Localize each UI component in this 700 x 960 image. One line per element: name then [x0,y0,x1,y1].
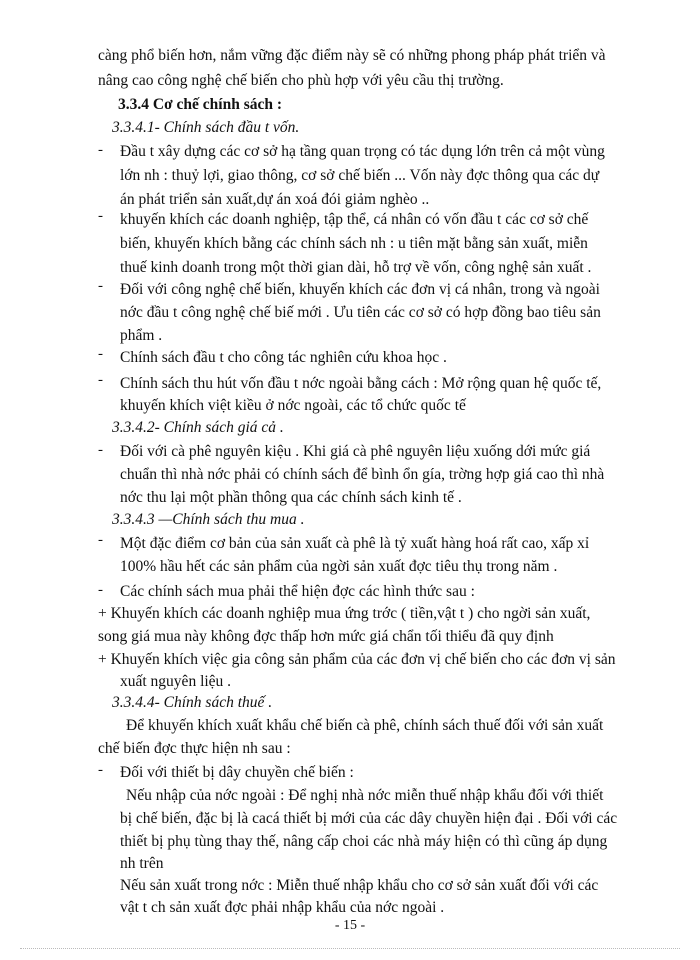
section-heading: 3.3.4 Cơ chế chính sách : [118,96,283,113]
body-line: song giá mua này không đợc thấp hơn mức giá chẩn tối thiểu đã quy định [98,628,554,645]
body-line: án phát triển sản xuất,dự án xoá đói giảm nghèo .. [120,191,430,208]
body-line: Một đặc điểm cơ bản của sản xuất cà phê là tỷ xuất hàng hoá rất cao, xấp xỉ [120,535,590,552]
body-line: + Khuyến khích việc gia công sản phẩm của các đơn vị chế biến cho các đơn vị sản [98,651,616,668]
body-line: thiết bị phụ tùng thay thế, nâng cấp choi các nhà máy hiện có thì cũng áp dụng [120,833,608,850]
body-line: Đối với thiết bị dây chuyền chế biến : [120,764,354,781]
body-line: Đối với cà phê nguyên kiệu . Khi giá cà phê nguyên liệu xuống dới mức giá [120,443,591,460]
body-line: lớn nh : thuỷ lợi, giao thông, cơ sở chế biến ... Vốn này đợc thông qua các dự [120,167,600,184]
body-line: + Khuyến khích các doanh nghiệp mua ứng trớc ( tiền,vật t ) cho ngời sản xuất, [98,605,591,622]
body-line: xuất nguyên liệu . [120,673,232,690]
body-line: Nếu nhập của nớc ngoài : Để nghị nhà nớc miễn thuế nhập khẩu đối với thiết [126,787,604,804]
body-line: thuế kinh doanh trong một thời gian dài, hỗ trợ về vốn, công nghệ sản xuất . [120,259,592,276]
body-line: Đối với công nghệ chế biến, khuyến khích các đơn vị cá nhân, trong và ngoài [120,281,600,298]
bullet-dash: - [98,142,103,158]
body-line: Đầu t xây dựng các cơ sở hạ tầng quan trọng có tác dụng lớn trên cả một vùng [120,143,605,160]
body-line: Để khuyến khích xuất khẩu chế biến cà phê, chính sách thuế đối với sản xuất [126,717,604,734]
body-line: Chính sách đầu t cho công tác nghiên cứu khoa học . [120,349,447,366]
page-bottom-rule [20,948,680,949]
bullet-dash: - [98,208,103,224]
subsection-heading: 3.3.4.1- Chính sách đầu t vốn. [112,119,300,136]
body-line: Các chính sách mua phải thể hiện đợc các hình thức sau : [120,583,475,600]
bullet-dash: - [98,762,103,778]
subsection-heading: 3.3.4.2- Chính sách giá cả . [112,419,284,436]
body-line: chuẩn thì nhà nớc phải có chính sách để bình ổn gía, trờng hợp giá cao thì nhà [120,466,605,483]
subsection-heading: 3.3.4.4- Chính sách thuế . [112,694,273,711]
bullet-dash: - [98,442,103,458]
bullet-dash: - [98,346,103,362]
body-line: chế biến đợc thực hiện nh sau : [98,740,291,757]
body-line: khuyến khích các doanh nghiệp, tập thể, cá nhân có vốn đầu t các cơ sở chế [120,211,589,228]
body-line: Nếu sản xuất trong nớc : Miễn thuế nhập khẩu cho cơ sở sản xuất đối với các [120,877,599,894]
body-line: 100% hầu hết các sản phẩm của ngời sản xuất đợc tiêu thụ trong năm . [120,558,558,575]
bullet-dash: - [98,582,103,598]
bullet-dash: - [98,278,103,294]
body-line: nh trên [120,855,164,872]
page-number: - 15 - [334,918,366,933]
subsection-heading: 3.3.4.3 —Chính sách thu mua . [112,511,305,528]
body-line: nớc thu lại một phần thông qua các chính sách kinh tế . [120,489,462,506]
body-line: càng phổ biến hơn, nắm vững đặc điểm này sẽ có những phong pháp phát triển và [98,47,606,64]
body-line: Chính sách thu hút vốn đầu t nớc ngoài bằng cách : Mở rộng quan hệ quốc tế, [120,375,602,392]
body-line: khuyến khích việt kiều ở nớc ngoài, các tổ chức quốc tế [120,397,466,414]
body-line: vật t ch sản xuất đợc phải nhập khẩu của nớc ngoài . [120,899,445,916]
body-line: nớc đầu t công nghệ chế biế mới . Ưu tiên các cơ sở có hợp đồng bao tiêu sản [120,304,601,321]
bullet-dash: - [98,372,103,388]
body-line: bị chế biến, đặc bị là cacá thiết bị mới của các dây chuyền hiện đại . Đối với các [120,810,618,827]
body-line: biến, khuyến khích bằng các chính sách nh : u tiên mặt bằng sản xuất, miễn [120,235,588,252]
body-line: nâng cao công nghệ chế biến cho phù hợp với yêu cầu thị trường. [98,72,504,89]
bullet-dash: - [98,532,103,548]
body-line: phẩm . [120,327,163,344]
